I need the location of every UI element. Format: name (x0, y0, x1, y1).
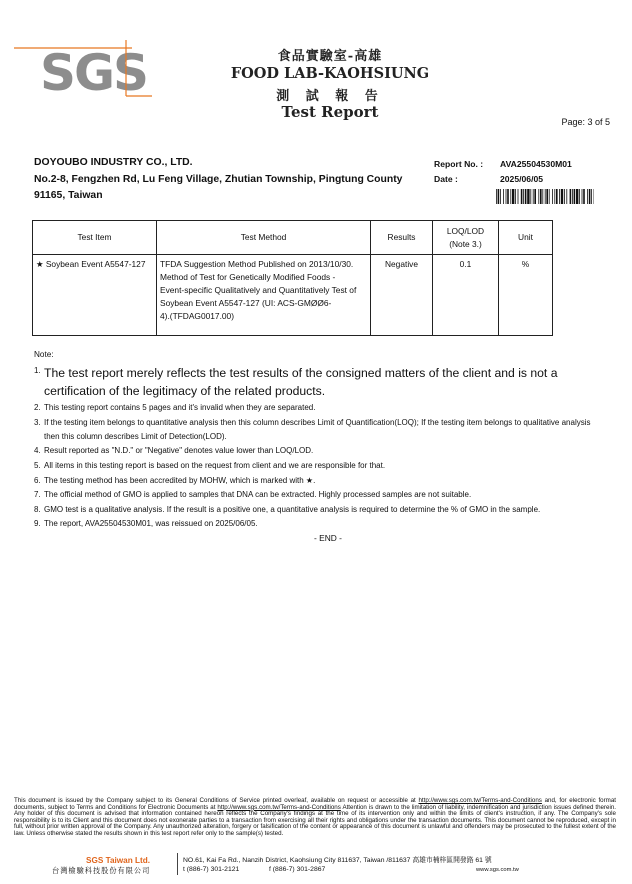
barcode-bar (527, 189, 529, 204)
note-text: The testing method has been accredited by MOHW, which is marked with ★. (44, 476, 316, 485)
note-number: 2. (34, 403, 41, 412)
note-text: The official method of GMO is applied to samples that DNA can be extracted. Highly processed samples are not suitable. (44, 490, 472, 499)
note-text: Result reported as "N.D." or "Negative" denotes value lower than LOQ/LOD. (44, 446, 314, 455)
barcode-bar (534, 189, 536, 204)
header-test-item: Test Item (33, 221, 157, 255)
note-text: GMO test is a qualitative analysis. If the result is a positive one, a quantitative analysis is required to determine the % of GMO in the sample. (44, 505, 541, 514)
method-line: 4).(TFDAG0017.00) (160, 311, 235, 322)
method-line: TFDA Suggestion Method Published on 2013/10/30. (160, 259, 354, 269)
note-item (34, 517, 600, 531)
cell-test-method (157, 255, 371, 336)
client-address-line2: 91165, Taiwan (34, 190, 103, 201)
note-item (34, 444, 600, 458)
barcode-bar (540, 189, 542, 204)
note-item (34, 459, 600, 473)
company-address: NO.61, Kai Fa Rd., Nanzih District, Kaohsiung City 811637, Taiwan /811637 高雄市楠梓區開發路 61 號 (183, 857, 492, 864)
barcode-bar (554, 189, 555, 204)
method-line: Event-specific Qualitatively and Quantitatively Test of (160, 285, 357, 296)
barcode-bar (576, 189, 578, 204)
barcode-bar (510, 189, 511, 204)
table-row (33, 255, 553, 336)
header-loq-lod (433, 221, 499, 255)
barcode-bar (545, 189, 546, 204)
barcode-bar (561, 189, 563, 204)
barcode-bar (549, 189, 550, 204)
note-item (34, 416, 600, 444)
lab-name-zh: 食品實驗室-高雄 (277, 49, 383, 64)
note-text: This testing report contains 5 pages and it's invalid when they are separated. (44, 403, 316, 412)
barcode-bar (507, 189, 509, 204)
company-fax: f (886-7) 301-2867 (269, 866, 326, 873)
lab-name-en: FOOD LAB-KAOHSIUNG (230, 65, 430, 82)
barcode-bar (523, 189, 524, 204)
company-name-en: SGS Taiwan Ltd. (86, 856, 150, 865)
note-number: 9. (34, 519, 41, 528)
barcode-bar (574, 189, 576, 204)
note-item (34, 488, 600, 502)
barcode-bar (542, 189, 543, 204)
report-date-label: Date : (434, 174, 458, 184)
barcode-bar (518, 189, 519, 204)
notes-title: Note: (34, 350, 54, 359)
barcode-bar (591, 189, 592, 204)
doc-type-zh: 測 試 報 告 (276, 89, 384, 104)
note-text: All items in this testing report is based on the request from client and we are responsible for that. (44, 461, 386, 470)
note-number: 7. (34, 490, 41, 499)
barcode-bar (566, 189, 567, 204)
note-text: If the testing item belongs to quantitative analysis then this column describes Limit of Quantification(LOQ); If the testing item belongs to qualitative analysis then this column describes Limit of Detection(LOD). (44, 418, 591, 441)
note-number: 3. (34, 418, 41, 427)
barcode-bar (530, 189, 531, 204)
note-item (34, 364, 600, 400)
report-barcode (496, 189, 594, 204)
note-text: The report, AVA25504530M01, was reissued on 2025/06/05. (44, 519, 258, 528)
barcode-bar (496, 189, 497, 204)
client-address-line1: No.2-8, Fengzhen Rd, Lu Feng Village, Zhutian Township, Pingtung County (34, 174, 403, 185)
header-test-method: Test Method (157, 221, 371, 255)
page-number: Page: 3 of 5 (561, 117, 610, 127)
note-item (34, 474, 600, 488)
header-loq-lod-note: (Note 3.) (449, 238, 482, 249)
barcode-bar (512, 189, 514, 204)
barcode-bar (546, 189, 548, 204)
sgs-logo (14, 38, 162, 98)
note-number: 5. (34, 461, 41, 470)
barcode-bar (583, 189, 585, 204)
barcode-bar (572, 189, 573, 204)
header-results: Results (371, 221, 433, 255)
header-loq-lod-label: LOQ/LOD (446, 226, 485, 237)
company-name-zh: 台灣檢驗科技股份有限公司 (52, 866, 151, 875)
cell-result: Negative (371, 255, 433, 336)
barcode-bar (552, 189, 553, 204)
disclaimer-part-c: Attention is drawn to the limitation of liability, indemnification and jurisdiction issues defined therein. Any holder of this document is advised that information contained hereon reflects the Company's findings at the time of its intervention only and within the limits of client's instruction, if any. The Company's sole responsibility is to its Client and this document does not exonerate parties to a transaction from exercising all their rights and obligations under the transaction documents. This document cannot be reproduced, except in full, without prior written approval of the Company. Any unauthorized alteration, forgery or falsification of the content or appearance of this document is unlawful and offenders may be prosecuted to the fullest extent of the law. Unless otherwise stated the results shown in this test report refer only to the sample(s) tested. (14, 803, 617, 837)
barcode-bar (525, 189, 527, 204)
note-number: 8. (34, 505, 41, 514)
barcode-bar (587, 189, 588, 204)
barcode-bar (570, 189, 572, 204)
note-number: 1. (34, 366, 41, 375)
barcode-bar (506, 189, 507, 204)
cell-test-item: ★ Soybean Event A5547-127 (33, 255, 157, 336)
barcode-bar (498, 189, 500, 204)
barcode-bar (589, 189, 591, 204)
barcode-bar (500, 189, 501, 204)
barcode-bar (582, 189, 583, 204)
note-number: 4. (34, 446, 41, 455)
note-item (34, 503, 600, 517)
client-name: DOYOUBO INDUSTRY CO., LTD. (34, 157, 193, 168)
cell-unit: % (499, 255, 553, 336)
terms-link[interactable]: http://www.sgs.com.tw/Terms-and-Conditions (418, 797, 542, 804)
electronic-terms-link[interactable]: http://www.sgs.com.tw/Terms-and-Conditions (217, 803, 341, 811)
barcode-bar (564, 189, 565, 204)
barcode-bar (559, 189, 560, 204)
legal-disclaimer (14, 798, 616, 838)
report-no-value: AVA25504530M01 (500, 159, 572, 169)
barcode-bar (515, 189, 516, 204)
footer-divider (177, 853, 178, 875)
method-line: Method of Test for Genetically Modified Foods - (160, 272, 336, 283)
company-phone: t (886-7) 301-2121 (183, 866, 240, 873)
report-date-value: 2025/06/05 (500, 174, 544, 184)
barcode-bar (538, 189, 539, 204)
barcode-bar (503, 189, 504, 204)
disclaimer-part-b: and, for electronic format documents, subject to Terms and Conditions for Electronic Documents at (14, 797, 616, 811)
method-line: Soybean Event A5547-127 (UI: ACS-GMØØ6- (160, 298, 332, 309)
barcode-bar (521, 189, 523, 204)
results-table (32, 220, 553, 336)
end-marker: - END - (314, 533, 342, 543)
sgs-logo-text: SGS (40, 44, 148, 98)
note-number: 6. (34, 476, 41, 485)
table-header-row (33, 221, 553, 255)
header-unit: Unit (499, 221, 553, 255)
doc-type-en: Test Report (281, 103, 379, 121)
barcode-bar (579, 189, 580, 204)
report-no-label: Report No. : (434, 159, 484, 169)
company-website[interactable]: www.sgs.com.tw (476, 867, 519, 873)
note-item (34, 401, 600, 415)
barcode-bar (556, 189, 558, 204)
disclaimer-part-a: This document is issued by the Company subject to its General Conditions of Service printed overleaf, available on request or accessible at (14, 797, 419, 804)
cell-loq: 0.1 (433, 255, 499, 336)
note-text: The test report merely reflects the test results of the consigned matters of the client and is not a certification of the legitimacy of the related products. (44, 366, 558, 398)
barcode-bar (533, 189, 534, 204)
